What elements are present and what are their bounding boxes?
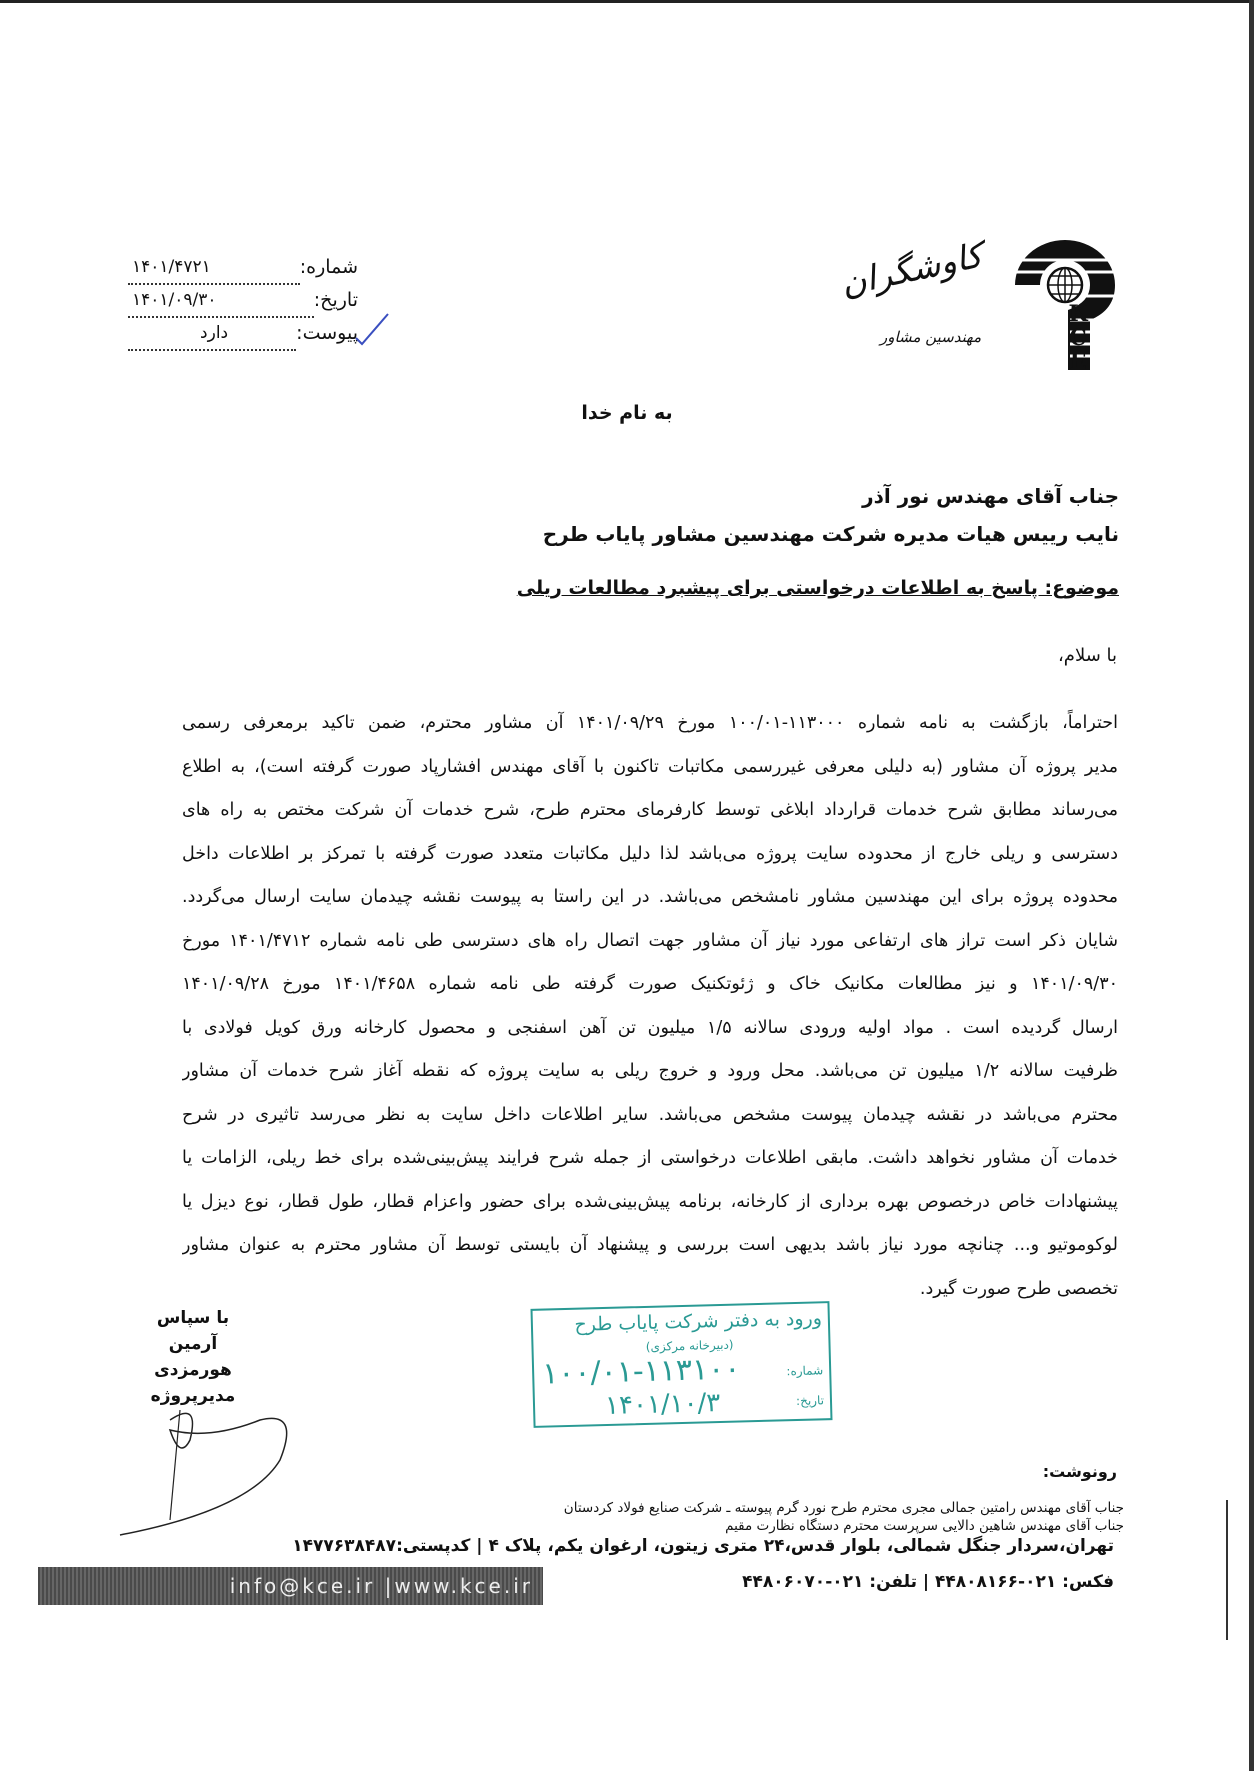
stamp-date-label: تاریخ: (795, 1393, 825, 1409)
body-line: پیشنهادات خاص درخصوص بهره برداری از کارخانه، برنامه پیش‌بینی‌شده برای حضور واعزام قطار، طول قطار، نوع دیزل یا (182, 1191, 1118, 1212)
body-line: محترم می‌باشد در نقشه چیدمان پیوست مشخص می‌باشد. سایر اطلاعات داخل سایت به نظر می‌رسد تاثیری در شرح (182, 1104, 1118, 1125)
attachment-value: دارد (128, 318, 296, 351)
website-email: info@kce.ir |www.kce.ir (229, 1574, 533, 1598)
logo-letters (1064, 302, 1092, 374)
fax-number: فکس: ۰۲۱-۴۴۸۰۸۱۶۶ (935, 1572, 1114, 1592)
logo-letter: E (1069, 349, 1087, 375)
cc-title: رونوشت: (1042, 1462, 1117, 1481)
bismillah: به نام خدا (581, 402, 673, 424)
letter-body (182, 702, 1118, 1311)
cc-item: جناب آقای مهندس شاهین دالایی سرپرست محترم دستگاه نظارت مقیم (725, 1518, 1124, 1534)
body-line: احتراماً، بازگشت به نامه شماره ۱۱۳۰۰۰-۱۰۰/۰۱ مورخ ۱۴۰۱/۰۹/۲۹ آن مشاور محترم، ضمن تاکید برمعرفی رسمی (182, 713, 1118, 733)
body-line: ارسال گردیده است . مواد اولیه ورودی سالانه ۱/۵ میلیون تن آهن اسفنجی و محصول کارخانه ورق کویل فولادی با (182, 1017, 1118, 1038)
logo-name: کاوشگران (837, 235, 986, 305)
letter-reference (128, 252, 358, 351)
body-line: خدمات آن مشاور نخواهد داشت. مابقی اطلاعات درخواستی از جمله شرح فرایند پیش‌بینی‌شده برای خط ریلی، الزامات یا (182, 1148, 1118, 1168)
company-address: تهران،سردار جنگل شمالی، بلوار قدس،۲۴ متری زیتون، ارغوان یکم، پلاک ۴ | کدپستی:۱۴۷۷۶۳۸۴۸۷ (292, 1536, 1114, 1556)
company-logo (835, 235, 1120, 375)
body-line: لوکوموتیو و... چنانچه مورد نیاز باشد بدیهی است بررسی و پیشنهاد آن بایستی توسط آن مشاور محترم به عنوان مشاور (182, 1235, 1118, 1255)
addressee-name: جناب آقای مهندس نور آذر (862, 484, 1119, 508)
received-stamp (530, 1301, 832, 1428)
logo-subtitle: مهندسین مشاور (880, 328, 982, 346)
checkmark-icon (352, 310, 392, 350)
date-label: تاریخ: (313, 289, 358, 311)
stamp-subtitle: (دبیرخانه مرکزی) (645, 1337, 734, 1354)
number-row (128, 252, 358, 285)
date-value: ۱۴۰۱/۰۹/۳۰ (128, 285, 314, 318)
contact-numbers: فکس: ۰۲۱-۴۴۸۰۸۱۶۶ | تلفن: ۰۲۱-۴۴۸۰۶۰۷۰ (742, 1572, 1114, 1592)
handwritten-signature-icon (110, 1400, 300, 1540)
footer-web-bar (38, 1567, 543, 1605)
subject-line: موضوع: پاسخ به اطلاعات درخواستی برای پیشبرد مطالعات ریلی (516, 577, 1119, 599)
number-label: شماره: (299, 256, 358, 278)
greeting: با سلام، (1058, 645, 1117, 666)
signature-block (128, 1305, 258, 1409)
cc-item: جناب آقای مهندس رامتین جمالی مجری محترم طرح نورد گرم پیوسته ـ شرکت صنایع فولاد کردستان (563, 1500, 1124, 1516)
body-line: ۱۴۰۱/۰۹/۳۰ و نیز مطالعات مکانیک خاک و ژئوتکنیک صورت گرفته طی نامه شماره ۱۴۰۱/۴۶۵۸ مورخ ۱۴۰۱/۰۹/۲۸ (182, 974, 1118, 994)
stamp-number-label: شماره: (786, 1363, 824, 1379)
attachment-row (128, 318, 358, 351)
closing: با سپاس (156, 1308, 230, 1328)
number-value: ۱۴۰۱/۴۷۲۱ (128, 252, 300, 285)
body-line: تخصصی طرح صورت گیرد. (919, 1278, 1118, 1299)
signer-name: آرمین هورمزدی (154, 1334, 232, 1380)
body-line: محدوده پروژه برای این مهندسین مشاور نامشخص می‌باشد. در این راستا به پیوست نقشه چیدمان سایت ارسال می‌گردد. (182, 887, 1118, 907)
body-line: دسترسی و ریلی خارج از محدوده سایت پروژه می‌باشد لذا دلیل مکاتبات متعدد صورت گرفته با تمرکز بر اطلاعات داخل (182, 843, 1118, 864)
stamp-date-value: ۱۴۰۱/۱۰/۳ (604, 1388, 721, 1422)
stamp-title: ورود به دفتر شرکت پایاب طرح (574, 1307, 823, 1336)
logo-letter: K (1068, 301, 1088, 327)
body-line: ظرفیت سالانه ۱/۲ میلیون تن می‌باشد. محل ورود و خروج ریلی به سایت پروژه که نقطه آغاز شرح خدمات آن مشاور (182, 1061, 1118, 1081)
body-line: شایان ذکر است تراز های ارتفاعی مورد نیاز آن مشاور جهت اتصال راه های دسترسی طی نامه شماره ۱۴۰۱/۴۷۱۲ مورخ (182, 930, 1118, 951)
signer-title: مدیرپروژه (150, 1386, 236, 1406)
stamp-number-value: ۱۰۰/۰۱-۱۱۳۱۰۰ (541, 1351, 741, 1392)
phone-number: تلفن: ۰۲۱-۴۴۸۰۶۰۷۰ (742, 1572, 917, 1592)
margin-mark (1226, 1500, 1228, 1640)
addressee-title: نایب رییس هیات مدیره شرکت مهندسین مشاور پایاب طرح (542, 522, 1119, 546)
date-row (128, 285, 358, 318)
scan-edge-right (1249, 0, 1254, 1771)
body-line: مدیر پروژه آن مشاور (به دلیلی معرفی غیررسمی مکاتبات تاکنون با آقای مهندس افشارپاد صورت گرفته است)، به اطلاع (182, 756, 1118, 777)
scan-edge-top (0, 0, 1254, 3)
body-line: می‌رساند مطابق شرح خدمات قرارداد ابلاغی توسط کارفرمای محترم طرح، شرح خدمات آن شرکت مختص به راه های (182, 800, 1118, 820)
logo-letter: C (1069, 325, 1087, 351)
attachment-label: پیوست: (296, 322, 358, 344)
